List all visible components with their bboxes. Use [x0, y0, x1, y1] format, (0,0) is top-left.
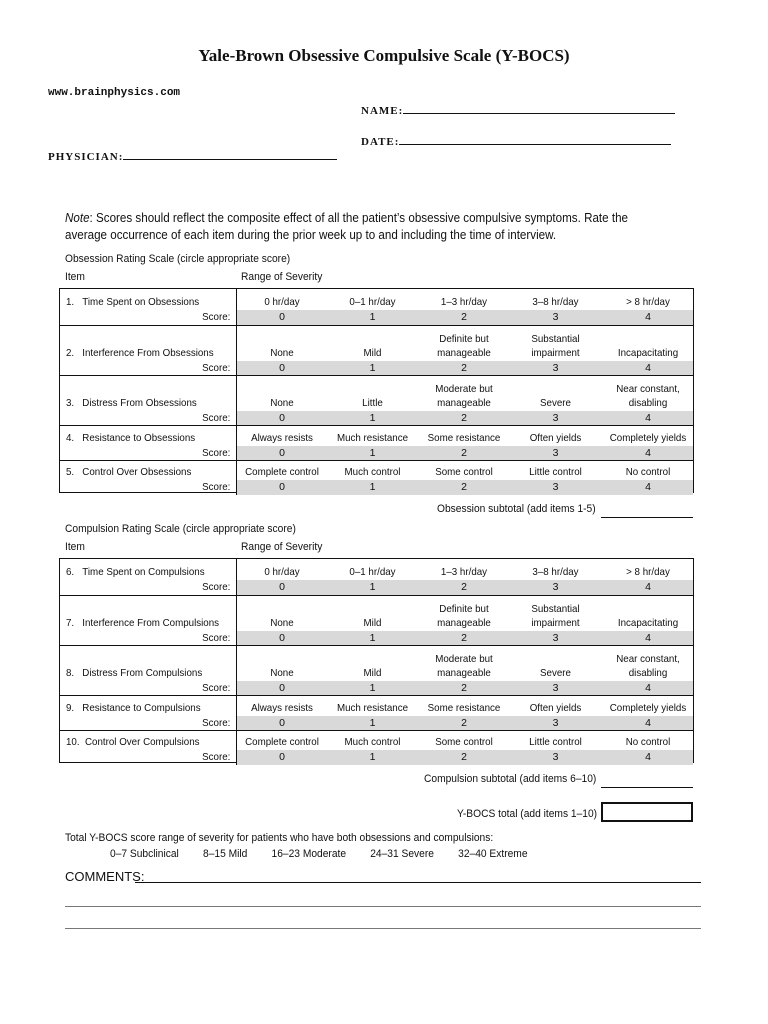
severity-option [327, 565, 418, 579]
severity-option [601, 735, 695, 749]
score-label: Score: [201, 632, 230, 644]
option-line: Incapacitating [617, 347, 679, 359]
obsession-subtotal-line[interactable] [601, 507, 693, 518]
score-label: Score: [201, 412, 230, 424]
option-line: impairment [531, 617, 580, 629]
item-label: 10. Control Over Compulsions [66, 736, 200, 748]
severity-option [601, 295, 695, 309]
score-value[interactable]: 2 [461, 717, 467, 729]
severity-option [327, 346, 418, 360]
item-label: 1. Time Spent on Obsessions [66, 296, 200, 308]
option-line: None [270, 667, 294, 679]
obsession-subtotal-label: Obsession subtotal (add items 1-5) [437, 503, 596, 515]
option-line: No control [625, 466, 671, 478]
name-field[interactable] [361, 103, 675, 117]
option-line: Little [362, 397, 383, 409]
score-value[interactable]: 3 [552, 717, 559, 729]
obsession-range-col: Range of Severity [241, 271, 323, 283]
severity-option [237, 346, 327, 360]
severity-option [418, 382, 510, 410]
option-line: Some control [435, 466, 493, 478]
total-box[interactable] [601, 802, 693, 822]
score-value[interactable]: 1 [369, 447, 376, 459]
note-text: : Scores should reflect the composite effect of all the patient’s obsessive compulsive symptoms. Rate the average occurrence of each item during the prior week up to and including the time of interview. [65, 211, 629, 242]
severity-option [327, 701, 418, 715]
severity-option [237, 295, 327, 309]
option-line: 1–3 hr/day [440, 566, 488, 578]
score-value[interactable]: 4 [645, 362, 651, 374]
option-line: None [270, 397, 294, 409]
compulsion-heading: Compulsion Rating Scale (circle appropriate score) [65, 523, 296, 535]
rating-item [60, 730, 693, 765]
score-label: Score: [201, 447, 230, 459]
date-label: DATE: [361, 136, 400, 148]
option-line: Some control [435, 736, 493, 748]
score-value[interactable]: 0 [279, 311, 285, 323]
severity-option [327, 735, 418, 749]
severity-option [601, 701, 695, 715]
severity-range: 24–31 Severe [370, 848, 434, 860]
option-line: manageable [437, 397, 491, 409]
option-line: Some resistance [427, 432, 501, 444]
score-label: Score: [201, 311, 230, 323]
score-value[interactable]: 2 [461, 412, 467, 424]
option-line: manageable [437, 347, 491, 359]
severity-option [510, 431, 601, 445]
score-value[interactable]: 1 [369, 481, 376, 493]
severity-option [418, 602, 510, 630]
rating-item [60, 595, 693, 646]
option-line: Much resistance [336, 432, 409, 444]
severity-range: 32–40 Extreme [458, 848, 528, 860]
severity-option [510, 465, 601, 479]
option-line: Completely yields [609, 432, 687, 444]
comments-label: COMMENTS: [65, 869, 145, 884]
score-value[interactable]: 2 [461, 682, 467, 694]
option-line: Often yields [529, 432, 582, 444]
instructions-note [65, 210, 660, 244]
option-line: Incapacitating [617, 617, 679, 629]
compulsion-subtotal-line[interactable] [601, 777, 693, 788]
option-line: No control [625, 736, 671, 748]
score-value[interactable]: 1 [369, 751, 376, 763]
page-title: Yale-Brown Obsessive Compulsive Scale (Y-BOCS) [198, 46, 570, 65]
obsession-table [59, 288, 694, 493]
score-value[interactable]: 0 [279, 581, 285, 593]
option-line: Near constant, [616, 383, 680, 395]
option-line: > 8 hr/day [626, 296, 670, 308]
score-value[interactable]: 0 [279, 717, 285, 729]
physician-line[interactable] [123, 149, 337, 160]
severity-option [327, 295, 418, 309]
severity-option [510, 701, 601, 715]
score-value[interactable]: 4 [645, 581, 651, 593]
total-label: Y-BOCS total (add items 1–10) [457, 808, 598, 820]
option-line: 0–1 hr/day [349, 296, 396, 308]
score-label: Score: [201, 717, 230, 729]
option-line: Much control [344, 736, 401, 748]
score-value[interactable]: 4 [645, 412, 651, 424]
severity-option [418, 295, 510, 309]
compulsion-table [59, 558, 694, 763]
date-field[interactable] [361, 134, 671, 148]
score-value[interactable]: 0 [279, 682, 285, 694]
score-value[interactable]: 0 [279, 362, 285, 374]
item-label: 3. Distress From Obsessions [66, 397, 197, 409]
rating-item [60, 325, 693, 376]
severity-option [418, 565, 510, 579]
item-label: 5. Control Over Obsessions [66, 466, 192, 478]
option-line: 0–1 hr/day [349, 566, 396, 578]
severity-option [418, 652, 510, 680]
option-line: Mild [363, 617, 382, 629]
severity-option [510, 735, 601, 749]
severity-option [237, 701, 327, 715]
severity-ranges [110, 848, 528, 860]
score-value[interactable]: 2 [461, 447, 467, 459]
score-value[interactable]: 4 [645, 751, 651, 763]
physician-label: PHYSICIAN: [48, 151, 124, 163]
score-label: Score: [201, 481, 230, 493]
option-line: disabling [628, 667, 668, 679]
severity-option [601, 565, 695, 579]
obsession-heading: Obsession Rating Scale (circle appropriate score) [65, 253, 291, 265]
score-value[interactable]: 3 [552, 632, 559, 644]
severity-option [327, 431, 418, 445]
option-line: Severe [540, 667, 571, 679]
option-line: Moderate but [435, 383, 493, 395]
severity-option [418, 465, 510, 479]
option-line: manageable [437, 667, 491, 679]
severity-option [510, 295, 601, 309]
score-value[interactable]: 3 [552, 682, 559, 694]
severity-option [237, 465, 327, 479]
option-line: Severe [540, 397, 571, 409]
score-value[interactable]: 1 [369, 682, 376, 694]
score-value[interactable]: 1 [369, 717, 376, 729]
severity-range: 16–23 Moderate [271, 848, 347, 860]
severity-range: 0–7 Subclinical [110, 848, 179, 860]
option-line: Completely yields [609, 702, 687, 714]
severity-heading: Total Y-BOCS score range of severity for patients who have both obsessions and compulsions: [65, 832, 494, 844]
severity-option [510, 666, 601, 680]
score-value[interactable]: 4 [645, 682, 651, 694]
severity-option [327, 616, 418, 630]
severity-option [237, 565, 327, 579]
severity-option [510, 602, 601, 630]
option-line: > 8 hr/day [626, 566, 670, 578]
score-value[interactable]: 2 [461, 481, 467, 493]
score-value[interactable]: 2 [461, 362, 467, 374]
score-value[interactable]: 3 [552, 751, 559, 763]
obsession-item-col: Item [65, 271, 85, 283]
option-line: None [270, 347, 294, 359]
score-value[interactable]: 3 [552, 581, 559, 593]
severity-option [601, 382, 695, 410]
option-line: Often yields [529, 702, 582, 714]
compulsion-range-col: Range of Severity [241, 541, 323, 553]
obsession-subtotal [437, 503, 596, 515]
option-line: Substantial [531, 333, 580, 345]
score-label: Score: [201, 751, 230, 763]
option-line: manageable [437, 617, 491, 629]
option-line: Some resistance [427, 702, 501, 714]
rating-item [60, 695, 693, 731]
score-value[interactable]: 2 [461, 751, 467, 763]
severity-option [601, 652, 695, 680]
score-value[interactable]: 2 [461, 632, 467, 644]
option-line: Complete control [245, 466, 319, 478]
option-line: None [270, 617, 294, 629]
comments-line[interactable] [135, 882, 701, 883]
option-line: Definite but [439, 603, 489, 615]
score-value[interactable]: 0 [279, 447, 285, 459]
option-line: Always resists [251, 432, 313, 444]
option-line: 3–8 hr/day [532, 296, 579, 308]
score-value[interactable]: 4 [645, 481, 651, 493]
date-line[interactable] [399, 134, 671, 145]
option-line: Near constant, [616, 653, 680, 665]
item-label: 7. Interference From Compulsions [66, 617, 220, 629]
score-value[interactable]: 3 [552, 311, 559, 323]
item-label: 8. Distress From Compulsions [66, 667, 203, 679]
score-value[interactable]: 3 [552, 447, 559, 459]
severity-option [327, 396, 418, 410]
score-value[interactable]: 1 [369, 362, 376, 374]
option-line: impairment [531, 347, 580, 359]
option-line: Mild [363, 667, 382, 679]
comments-line[interactable] [65, 928, 701, 929]
score-label: Score: [201, 682, 230, 694]
option-line: Much control [344, 466, 401, 478]
severity-option [237, 666, 327, 680]
name-line[interactable] [403, 103, 675, 114]
option-line: Much resistance [336, 702, 409, 714]
score-value[interactable]: 1 [369, 412, 376, 424]
severity-option [510, 332, 601, 360]
severity-option [418, 735, 510, 749]
item-label: 2. Interference From Obsessions [66, 347, 214, 359]
website-url[interactable]: www.brainphysics.com [48, 87, 181, 99]
physician-field[interactable] [48, 149, 337, 163]
severity-option [237, 616, 327, 630]
score-value[interactable]: 0 [279, 481, 285, 493]
option-line: Little control [529, 736, 582, 748]
severity-option [601, 346, 695, 360]
option-line: 0 hr/day [264, 296, 300, 308]
severity-option [418, 701, 510, 715]
score-value[interactable]: 4 [645, 447, 651, 459]
score-value[interactable]: 1 [369, 632, 376, 644]
item-label: 6. Time Spent on Compulsions [66, 566, 205, 578]
option-line: Always resists [251, 702, 313, 714]
severity-option [601, 431, 695, 445]
option-line: Complete control [245, 736, 319, 748]
severity-range: 8–15 Mild [203, 848, 248, 860]
score-value[interactable]: 3 [552, 481, 559, 493]
compulsion-subtotal [424, 773, 596, 785]
severity-option [237, 735, 327, 749]
severity-option [510, 565, 601, 579]
score-value[interactable]: 4 [645, 311, 651, 323]
rating-item [60, 289, 693, 325]
rating-item [60, 375, 693, 426]
score-value[interactable]: 1 [369, 311, 376, 323]
score-value[interactable]: 0 [279, 412, 285, 424]
item-label: 9. Resistance to Compulsions [66, 702, 201, 714]
score-label: Score: [201, 362, 230, 374]
severity-option [418, 332, 510, 360]
severity-option [237, 431, 327, 445]
severity-option [510, 396, 601, 410]
score-value[interactable]: 0 [279, 751, 285, 763]
item-label: 4. Resistance to Obsessions [66, 432, 196, 444]
option-line: Substantial [531, 603, 580, 615]
score-value[interactable]: 2 [461, 311, 467, 323]
score-value[interactable]: 3 [552, 412, 559, 424]
rating-item [60, 460, 693, 495]
option-line: 1–3 hr/day [440, 296, 488, 308]
score-value[interactable]: 0 [279, 632, 285, 644]
option-line: disabling [628, 397, 668, 409]
score-value[interactable]: 3 [552, 362, 559, 374]
score-value[interactable]: 4 [645, 717, 651, 729]
rating-item [60, 425, 693, 461]
severity-option [601, 616, 695, 630]
note-lead: Note [65, 211, 90, 225]
severity-option [601, 465, 695, 479]
score-label: Score: [201, 581, 230, 593]
option-line: Little control [529, 466, 582, 478]
rating-item [60, 645, 693, 696]
score-value[interactable]: 4 [645, 632, 651, 644]
severity-option [237, 396, 327, 410]
option-line: Mild [363, 347, 382, 359]
score-value[interactable]: 1 [369, 581, 376, 593]
score-value[interactable]: 2 [461, 581, 467, 593]
option-line: 0 hr/day [264, 566, 300, 578]
name-label: NAME: [361, 105, 404, 117]
compulsion-item-col: Item [65, 541, 85, 553]
option-line: Definite but [439, 333, 489, 345]
option-line: Moderate but [435, 653, 493, 665]
severity-option [327, 666, 418, 680]
severity-option [418, 431, 510, 445]
comments-line[interactable] [65, 906, 701, 907]
compulsion-subtotal-label: Compulsion subtotal (add items 6–10) [424, 773, 597, 785]
rating-item [60, 559, 693, 595]
option-line: 3–8 hr/day [532, 566, 579, 578]
severity-option [327, 465, 418, 479]
